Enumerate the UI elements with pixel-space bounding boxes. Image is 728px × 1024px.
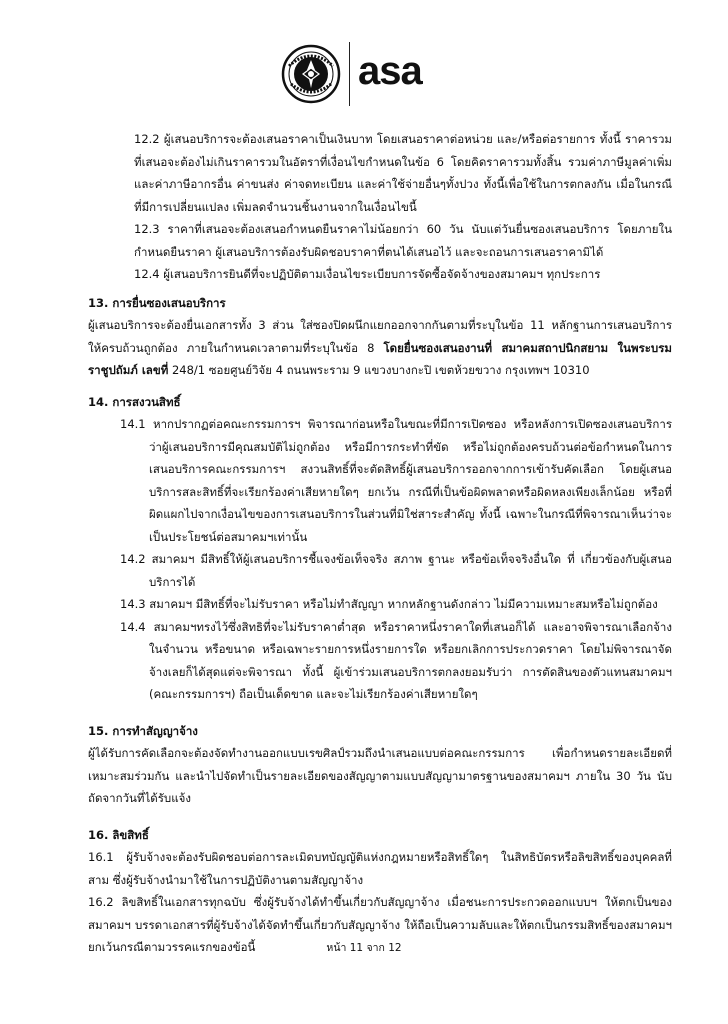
section-14-heading: 14. การสงวนสิทธิ์	[88, 394, 181, 409]
clause-12-3: 12.3 ราคาที่เสนอจะต้องเสนอกำหนดยืนราคาไม่น้อยกว่า 60 วัน นับแต่วันยื่นซองเสนอบริการ โดยภายในกำหนดยืนราคา ผู้เสนอบริการต้องรับผิดชอบราคาที่ตนได้เสนอไว้ และจะถอนการเสนอราคามิได้	[134, 222, 672, 259]
letterhead	[0, 38, 728, 108]
section-15-body: ผู้ได้รับการคัดเลือกจะต้องจัดทำงานออกแบบเรขศิลป์รวมถึงนำเสนอแบบต่อคณะกรรมการ เพื่อกำหนดรายละเอียดที่เหมาะสมร่วมกัน และนำไปจัดทำเป็นรายละเอียดของสัญญาตามแบบสัญญามาตรฐานของสมาคมฯ ภายใน 30 วัน นับถัดจากวันที่ได้รับแจ้ง	[88, 746, 672, 805]
section-13-body	[88, 314, 672, 382]
clause-14-1: 14.1 หากปรากฏต่อคณะกรรมการฯ พิจารณาก่อนหรือในขณะที่มีการเปิดซอง หรือหลังการเปิดซองเสนอบริการว่าผู้เสนอบริการมีคุณสมบัติไม่ถูกต้อง หรือมีการกระทำที่ขัด หรือไม่ถูกต้องครบถ้วนต่อข้อกำหนดในการเสนอบริการคณะกรรมการฯ สงวนสิทธิ์ที่จะตัดสิทธิ์ผู้เสนอบริการออกจากการเข้ารับคัดเลือก โดยผู้เสนอบริการสละสิทธิ์ที่จะเรียกร้องค่าเสียหายใดๆ ยกเว้น กรณีที่เป็นข้อผิดพลาดหรือผิดหลงเพียงเล็กน้อย หรือที่ผิดแผกไปจากเงื่อนไขของการเสนอบริการในส่วนที่มิใช่สาระสำคัญ ทั้งนี้ เฉพาะในกรณีที่พิจารณาเห็นว่าจะเป็นประโยชน์ต่อสมาคมฯเท่านั้น	[120, 417, 672, 544]
page-number: หน้า 11 จาก 12	[326, 942, 402, 954]
section-13-heading: 13. การยื่นซองเสนอบริการ	[88, 295, 226, 310]
clause-12-2: 12.2 ผู้เสนอบริการจะต้องเสนอราคาเป็นเงินบาท โดยเสนอราคาต่อหน่วย และ/หรือต่อรายการ ทั้งนี้ ราคารวมที่เสนอจะต้องไม่เกินราคารวมในอัตราที่เงื่อนไขกำหนดในข้อ 6 โดยคิดราคารวมทั้งสิ้น รวมค่าภาษีมูลค่าเพิ่ม และค่าภาษีอากรอื่น ค่าขนส่ง ค่าจดทะเบียน และค่าใช้จ่ายอื่นๆทั้งปวง ทั้งนี้เพื่อใช้ในการตกลงกัน เมื่อในกรณีที่มีการเปลี่ยนแปลง เพิ่มลดจำนวนชิ้นงานจากในเงื่อนไขนี้	[134, 132, 672, 214]
section-13-address: 248/1 ซอยศูนย์วิจัย 4 ถนนพระราม 9 แขวงบางกะปิ เขตห้วยขวาง กรุงเทพฯ 10310	[168, 363, 590, 377]
asa-logo	[358, 52, 448, 92]
clause-16-1: 16.1 ผู้รับจ้างจะต้องรับผิดชอบต่อการละเมิดบทบัญญัติแห่งกฎหมายหรือสิทธิ์ใดๆ ในสิทธิบัตรหรือลิขสิทธิ์ของบุคคลที่สาม ซึ่งผู้รับจ้างนำมาใช้ในการปฏิบัติงานตามสัญญาจ้าง	[88, 850, 672, 887]
clause-16-2: 16.2 ลิขสิทธิ์ในเอกสารทุกฉบับ ซึ่งผู้รับจ้างได้ทำขึ้นเกี่ยวกับสัญญาจ้าง เมื่อชนะการประกวดออกแบบฯ ให้ตกเป็นของสมาคมฯ บรรดาเอกสารที่ผู้รับจ้างได้จัดทำขึ้นเกี่ยวกับสัญญาจ้าง ให้ถือเป็นความลับและให้ตกเป็นกรรมสิทธิ์ของสมาคมฯ ยกเว้นกรณีตามวรรคแรกของข้อนี้	[88, 895, 672, 954]
section-15-heading: 15. การทำสัญญาจ้าง	[88, 723, 198, 738]
header-divider	[349, 42, 350, 106]
document-body	[88, 128, 672, 959]
clause-14-3: 14.3 สมาคมฯ มีสิทธิ์ที่จะไม่รับราคา หรือไม่ทำสัญญา หากหลักฐานดังกล่าว ไม่มีความเหมาะสมหรือไม่ถูกต้อง	[120, 597, 658, 611]
clause-14-4: 14.4 สมาคมฯทรงไว้ซึ่งสิทธิที่จะไม่รับราคาต่ำสุด หรือราคาหนึ่งราคาใดที่เสนอก็ได้ และอาจพิจารณาเลือกจ้างในจำนวน หรือขนาด หรือเฉพาะรายการหนึ่งรายการใด หรือยกเลิกการประกวดราคา โดยไม่พิจารณาจัดจ้างเลยก็ได้สุดแต่จะพิจารณา ทั้งนี้ ผู้เข้าร่วมเสนอบริการตกลงยอมรับว่า การตัดสินของตัวแทนสมาคมฯ (คณะกรรมการฯ) ถือเป็นเด็ดขาด และจะไม่เรียกร้องค่าเสียหายใดๆ	[120, 619, 672, 701]
association-seal-icon	[281, 44, 341, 104]
section-16-heading: 16. ลิขสิทธิ์	[88, 827, 149, 842]
clause-12-4: 12.4 ผู้เสนอบริการยินดีที่จะปฏิบัติตามเงื่อนไขระเบียบการจัดซื้อจัดจ้างของสมาคมฯ ทุกประการ	[134, 267, 601, 281]
section-13-text: ผู้เสนอบริการจะต้องยื่นเอกสารทั้ง 3 ส่วน ใส่ซองปิดผนึกแยกออกจากกันตามที่ระบุในข้อ 11 หลักฐานการเสนอบริการ ให้ครบถ้วนถูกต้อง ภายในกำหนดเวลาตามที่ระบุในข้อ 8	[88, 318, 672, 355]
clause-14-2: 14.2 สมาคมฯ มีสิทธิ์ให้ผู้เสนอบริการชี้แจงข้อเท็จจริง สภาพ ฐานะ หรือข้อเท็จจริงอื่นใด ที่ เกี่ยวข้องกับผู้เสนอบริการได้	[120, 552, 672, 589]
section-13-bold-text: โดยยื่นซองเสนองานที่ สมาคมสถาปนิกสยาม ในพระบรมราชูปถัมภ์ เลขที่	[88, 340, 672, 377]
asa-logo-text: asa	[358, 52, 422, 92]
